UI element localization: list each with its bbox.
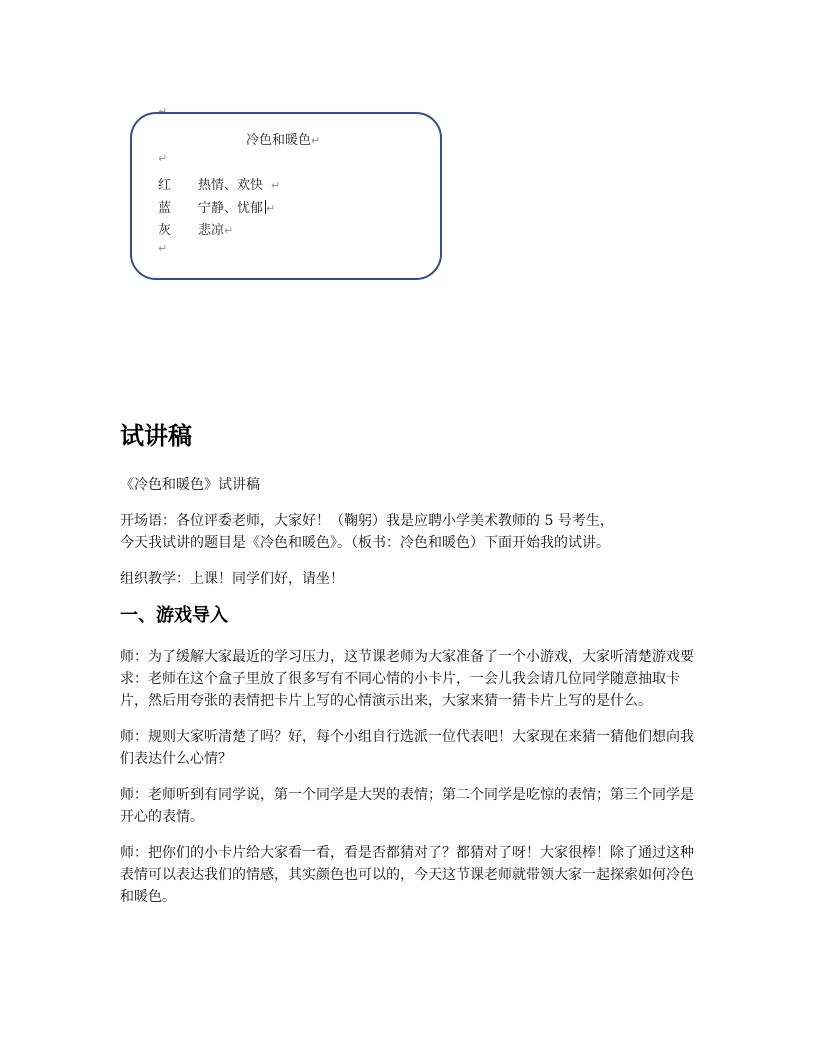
board-row-gray xyxy=(158,219,233,238)
paragraph-mark: ↵ xyxy=(158,242,168,255)
board-color-label: 红 xyxy=(158,178,172,193)
board-color-label: 蓝 xyxy=(158,201,172,216)
board-color-label: 灰 xyxy=(158,223,172,238)
body-paragraph: 师：为了缓解大家最近的学习压力，这节课老师为大家准备了一个小游戏，大家听清楚游戏要求：老师在这个盒子里放了很多写有不同心情的小卡片，一会儿我会请几位同学随意抽取卡片，然后用夸张的表情把卡片上写的心情演示出来，大家来猜一猜卡片上写的是什么。 xyxy=(120,649,694,709)
section-heading: 一、游戏导入 xyxy=(120,605,228,626)
paragraph-mark: ↵ xyxy=(311,134,321,147)
paragraph-mark: ↵ xyxy=(158,152,168,165)
opening-paragraph xyxy=(120,510,700,554)
body-paragraph: 师：规则大家听清楚了吗？好，每个小组自行选派一位代表吧！大家现在来猜一猜他们想向我们表达什么心情？ xyxy=(120,729,694,767)
board-feeling-text: 悲凉 xyxy=(198,223,225,238)
opening-line-2: 今天我试讲的题目是《冷色和暖色》。（板书：冷色和暖色）下面开始我的试讲。 xyxy=(120,535,610,551)
body-paragraph: 师：老师听到有同学说，第一个同学是大哭的表情；第二个同学是吃惊的表情；第三个同学是开心的表情。 xyxy=(120,787,694,825)
board-title xyxy=(246,129,320,148)
body-paragraph: 师：把你们的小卡片给大家看一看，看是否都猜对了？都猜对了呀！大家很棒！除了通过这种表情可以表达我们的情感，其实颜色也可以的，今天这节课老师就带领大家一起探索如何冷色和暖色。 xyxy=(120,845,694,905)
board-title-text: 冷色和暖色 xyxy=(246,133,312,148)
document-body xyxy=(120,420,700,922)
document-subtitle: 《冷色和暖色》试讲稿 xyxy=(120,477,260,493)
board-feeling-text: 热情、欢快 xyxy=(198,178,264,193)
document-heading: 试讲稿 xyxy=(120,422,192,450)
paragraph-mark: ↵ xyxy=(266,202,276,215)
organize-paragraph: 组织教学：上课！同学们好，请坐！ xyxy=(120,571,344,587)
paragraph-mark: ↵ xyxy=(271,179,281,192)
board-feeling-text: 宁静、忧郁 xyxy=(198,201,264,216)
paragraph-mark: ↵ xyxy=(224,224,234,237)
board-row-blue xyxy=(158,197,275,216)
opening-line-1: 开场语：各位评委老师，大家好！（鞠躬）我是应聘小学美术教师的 5 号考生， xyxy=(120,513,614,529)
board-row-red xyxy=(158,174,280,193)
